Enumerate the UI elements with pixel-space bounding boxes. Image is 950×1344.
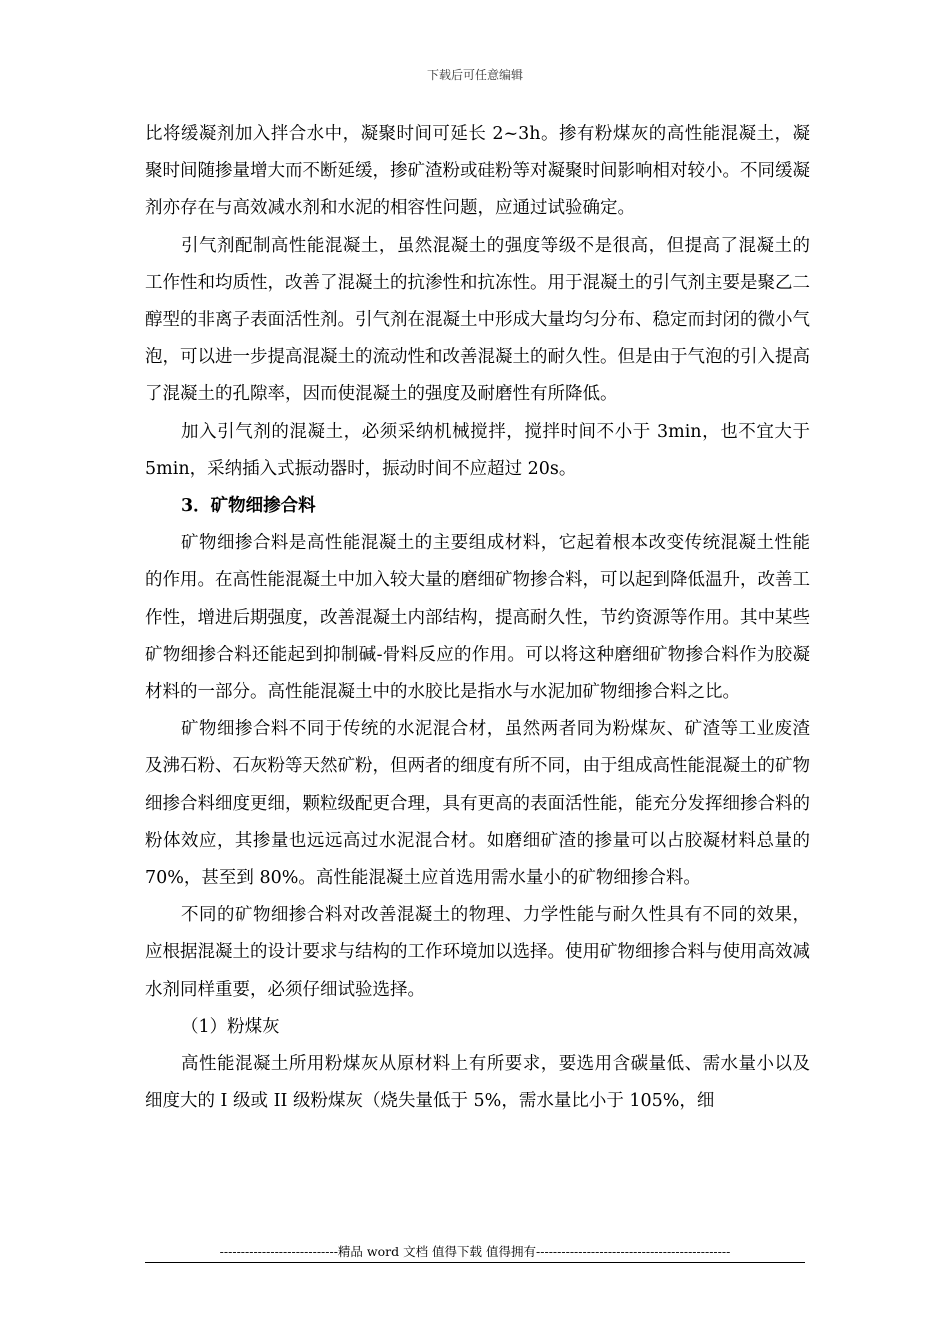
page-header: 下载后可任意编辑 [426, 68, 523, 82]
paragraph-mixing-time: 加入引气剂的混凝土，必须采纳机械搅拌，搅拌时间不小于 3min，也不宜大于 5min，采纳插入式振动器时，振动时间不应超过 20s。 [145, 421, 810, 479]
document-body [145, 116, 810, 1120]
subheading-fly-ash: （1）粉煤灰 [181, 1016, 280, 1037]
paragraph-mineral-admixture-role: 矿物细掺合料是高性能混凝土的主要组成材料，它起着根本改变传统混凝土性能的作用。在高性能混凝土中加入较大量的磨细矿物掺合料，可以起到降低温升，改善工作性，增进后期强度，改善混凝土内部结构，提高耐久性，节约资源等作用。其中某些矿物细掺合料还能起到抑制碱-骨料反应的作用。可以将这种磨细矿物掺合料作为胶凝材料的一部分。高性能混凝土中的水胶比是指水与水泥加矿物细掺合料之比。 [145, 533, 810, 703]
paragraph-mineral-admixture-difference: 矿物细掺合料不同于传统的水泥混合材，虽然两者同为粉煤灰、矿渣等工业废渣及沸石粉、石灰粉等天然矿粉，但两者的细度有所不同，由于组成高性能混凝土的矿物细掺合料细度更细，颗粒级配更合理，具有更高的表面活性能，能充分发挥细掺合料的粉体效应，其掺量也远远高过水泥混合材。如磨细矿渣的掺量可以占胶凝材料总量的 70%，甚至到 80%。高性能混凝土应首选用需水量小的矿物细掺合料。 [145, 719, 810, 889]
paragraph-retarder-continued: 比将缓凝剂加入拌合水中，凝聚时间可延长 2~3h。掺有粉煤灰的高性能混凝土，凝聚时间随掺量增大而不断延缓，掺矿渣粉或硅粉等对凝聚时间影响相对较小。不同缓凝剂亦存在与高效减水剂和水泥的相容性问题，应通过试验确定。 [145, 124, 810, 219]
footer-divider [145, 1262, 805, 1263]
paragraph-air-entraining-agent: 引气剂配制高性能混凝土，虽然混凝土的强度等级不是很高，但提高了混凝土的工作性和均质性，改善了混凝土的抗渗性和抗冻性。用于混凝土的引气剂主要是聚乙二醇型的非离子表面活性剂。引气剂在混凝土中形成大量均匀分布、稳定而封闭的微小气泡，可以进一步提高混凝土的流动性和改善混凝土的耐久性。但是由于气泡的引入提高了混凝土的孔隙率，因而使混凝土的强度及耐磨性有所降低。 [145, 235, 810, 405]
page-footer: ----------------------------精品 word 文档 值得下载 值得拥有---------------------------------------------- [219, 1244, 731, 1259]
paragraph-fly-ash-requirements: 高性能混凝土所用粉煤灰从原材料上有所要求，要选用含碳量低、需水量小以及细度大的 I 级或 II 级粉煤灰（烧失量低于 5%，需水量比小于 105%，细 [145, 1054, 810, 1112]
paragraph-mineral-admixture-selection: 不同的矿物细掺合料对改善混凝土的物理、力学性能与耐久性具有不同的效果，应根据混凝土的设计要求与结构的工作环境加以选择。使用矿物细掺合料与使用高效减水剂同样重要，必须仔细试验选择。 [145, 905, 810, 1000]
section-heading-mineral-admixture: 3．矿物细掺合料 [181, 496, 316, 517]
